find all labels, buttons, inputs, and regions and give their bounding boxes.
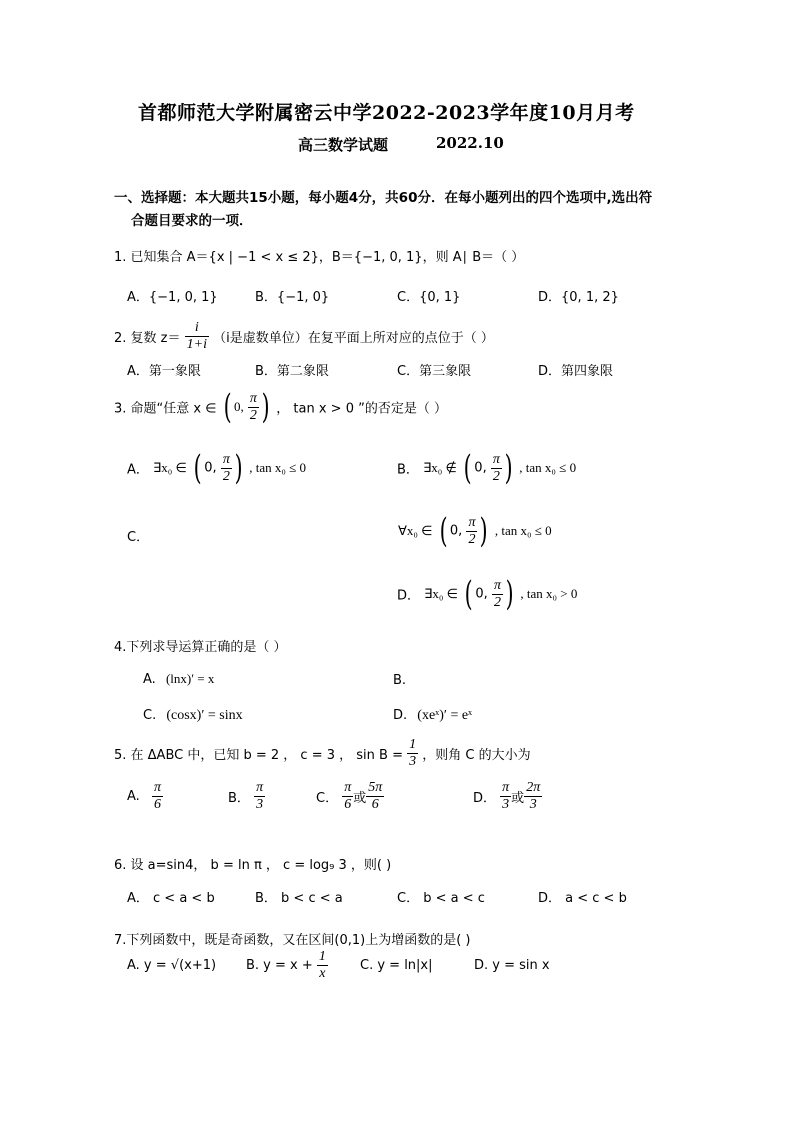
question-4-option-b: B. — [393, 673, 407, 688]
question-3-option-d: D． ∃x₀ ∈ ( 0, $\frac{\pi}{2}$ ) , tan x₀ > 0 — [397, 574, 578, 614]
option-c-formula: (cosx)′ = sinx — [166, 708, 243, 723]
question-2-option-c: C．第三象限 — [397, 364, 472, 379]
question-2-numerator: i — [185, 320, 209, 337]
question-2-denominator: 1+i — [186, 337, 207, 352]
question-2-prefix: 2. 复数 z＝ — [114, 331, 181, 346]
sinB-numerator: 1 — [409, 737, 417, 752]
pi-numerator: π — [153, 780, 161, 795]
question-4-option-c — [143, 708, 243, 724]
pi-numerator: π — [502, 780, 510, 795]
question-5-option-c — [316, 780, 384, 813]
option-a-formula: (lnx)′ = x — [165, 671, 215, 686]
option-b-label: B． — [397, 462, 419, 478]
option-a-label: A． — [127, 462, 149, 478]
option-b-numerator: 1 — [318, 949, 326, 964]
pi-numerator: π — [468, 514, 476, 530]
question-5-suffix: ，则角 C 的大小为 — [422, 748, 531, 763]
question-7-option-b — [246, 949, 328, 982]
question-7-stem: 7.下列函数中，既是奇函数，又在区间(0,1)上为增函数的是( ) — [114, 933, 471, 948]
option-d-label: D． — [397, 588, 421, 604]
question-6-option-a: A． c < a < b — [127, 891, 215, 906]
section-heading-line2: 合题目要求的一项． — [131, 213, 253, 229]
option-c-label: C. — [143, 708, 157, 723]
interval-left: 0, — [474, 460, 487, 476]
five-pi-numerator: 5π — [368, 780, 383, 795]
option-c-condition: , tan x₀ ≤ 0 — [494, 523, 552, 538]
question-5-option-b — [228, 780, 265, 813]
two-denominator: 2 — [468, 531, 476, 547]
option-c-label: C． — [316, 791, 339, 806]
question-2-stem — [114, 320, 494, 353]
question-1-stem: 1. 已知集合 A＝{x | −1 < x ≤ 2}，B＝{−1, 0, 1}，则 A∣ B＝（ ） — [114, 250, 525, 265]
question-2-option-d: D．第四象限 — [538, 364, 614, 379]
question-4-option-a — [143, 671, 214, 687]
question-1-option-a: A．{−1, 0, 1} — [127, 290, 218, 305]
question-6-option-d: D． a < c < b — [538, 891, 627, 906]
option-d-label: D. — [393, 708, 408, 723]
pi-numerator: π — [493, 577, 501, 593]
pi-numerator: π — [249, 390, 257, 406]
option-c-quantifier: ∀x₀ ∈ — [398, 523, 433, 538]
question-6-option-b: B． b < c < a — [255, 891, 343, 906]
question-7-option-c: C. y = ln|x| — [360, 958, 433, 973]
option-d-quantifier: ∃x₀ ∈ — [424, 586, 458, 601]
two-pi-numerator: 2π — [526, 780, 541, 795]
interval-left: 0, — [475, 586, 488, 602]
option-d-formula: (xeˣ)′ = eˣ — [417, 708, 473, 723]
pi-numerator: π — [256, 780, 264, 795]
two-denominator: 2 — [492, 468, 500, 484]
question-5-option-a — [127, 780, 163, 813]
option-b-label: B． — [228, 791, 250, 806]
three-denominator: 3 — [502, 797, 510, 812]
exam-date: 2022.10 — [436, 134, 504, 152]
pi-numerator: π — [492, 451, 500, 467]
interval-left: 0, — [449, 523, 463, 539]
question-7-option-d: D. y = sin x — [474, 958, 550, 973]
two-denominator: 2 — [222, 468, 230, 484]
question-3-prefix: 3. 命题“任意 x ∈ — [114, 401, 217, 417]
option-b-condition: , tan x₀ ≤ 0 — [519, 460, 577, 475]
option-b-prefix: B. y = x + — [246, 958, 313, 973]
option-a-label: A. — [127, 789, 140, 804]
page-subtitle: 高三数学试题 — [298, 136, 389, 154]
question-6-option-c: C． b < a < c — [397, 891, 485, 906]
question-4-stem: 4.下列求导运算正确的是（ ） — [114, 640, 287, 655]
question-1-option-c: C．{0, 1} — [397, 290, 461, 305]
interval-left: 0, — [233, 399, 244, 414]
question-3-option-c: ∀x₀ ∈ ( 0, $\frac{\pi}{2}$ ) , tan x₀ ≤ 0 — [398, 511, 552, 551]
question-3-option-a: A． ∃x₀ ∈ ( 0, $\frac{\pi}{2}$ ) , tan x₀ ≤ 0 — [127, 448, 307, 488]
question-2-option-a: A．第一象限 — [127, 364, 201, 379]
question-7-option-a: A. y = √(x+1) — [127, 958, 217, 973]
option-d-condition: , tan x₀ > 0 — [520, 586, 578, 601]
sinB-denominator: 3 — [409, 754, 417, 769]
two-denominator: 2 — [249, 407, 257, 423]
question-2-option-b: B．第二象限 — [255, 364, 329, 379]
option-d-label: D． — [473, 791, 497, 806]
question-2-suffix: （i是虚数单位）在复平面上所对应的点位于（ ） — [213, 331, 494, 346]
or-word: 或 — [353, 791, 367, 806]
question-5-option-d — [473, 780, 542, 813]
three-denominator: 3 — [256, 797, 264, 812]
pi-numerator: π — [344, 780, 352, 795]
question-5-stem — [114, 737, 531, 770]
six-denominator: 6 — [371, 797, 379, 812]
question-6-stem: 6. 设 a=sin4， b = ln π ， c = log₉ 3 ，则( ) — [114, 858, 392, 873]
six-denominator: 6 — [153, 797, 161, 812]
pi-numerator: π — [222, 451, 230, 467]
question-5-prefix: 5. 在 ΔABC 中，已知 b = 2 ， c = 3 ， sin B = — [114, 748, 403, 763]
question-4-option-d — [393, 708, 472, 724]
question-3-suffix: ， tan x > 0 ”的否定是（ ） — [276, 401, 447, 417]
interval-left: 0, — [204, 460, 217, 476]
option-a-quantifier: ∃x₀ ∈ — [153, 460, 187, 475]
or-word: 或 — [511, 791, 525, 806]
option-a-label: A. — [143, 672, 156, 687]
question-3-option-c-label: C． — [127, 530, 150, 545]
three-denominator: 3 — [529, 797, 537, 812]
option-a-condition: , tan x₀ ≤ 0 — [249, 460, 307, 475]
question-3-stem: 3. 命题“任意 x ∈ ( 0, $\frac{\pi}{2}$ ) ， tan x > 0 ”的否定是（ ） — [114, 387, 447, 427]
question-1-option-b: B．{−1, 0} — [255, 290, 330, 305]
page-title: 首都师范大学附属密云中学2022-2023学年度10月月考 — [138, 102, 635, 124]
section-heading-line1: 一、选择题：本大题共15小题，每小题4分，共60分．在每小题列出的四个选项中,选出符 — [114, 190, 653, 206]
question-1-option-d: D．{0, 1, 2} — [538, 290, 619, 305]
six-denominator: 6 — [344, 797, 352, 812]
question-3-option-b: B． ∃x₀ ∉ ( 0, $\frac{\pi}{2}$ ) , tan x₀ ≤ 0 — [397, 448, 577, 488]
two-denominator: 2 — [493, 594, 501, 610]
option-b-denominator: x — [319, 966, 326, 981]
option-b-quantifier: ∃x₀ ∉ — [423, 460, 457, 475]
question-2-fraction — [185, 320, 209, 353]
